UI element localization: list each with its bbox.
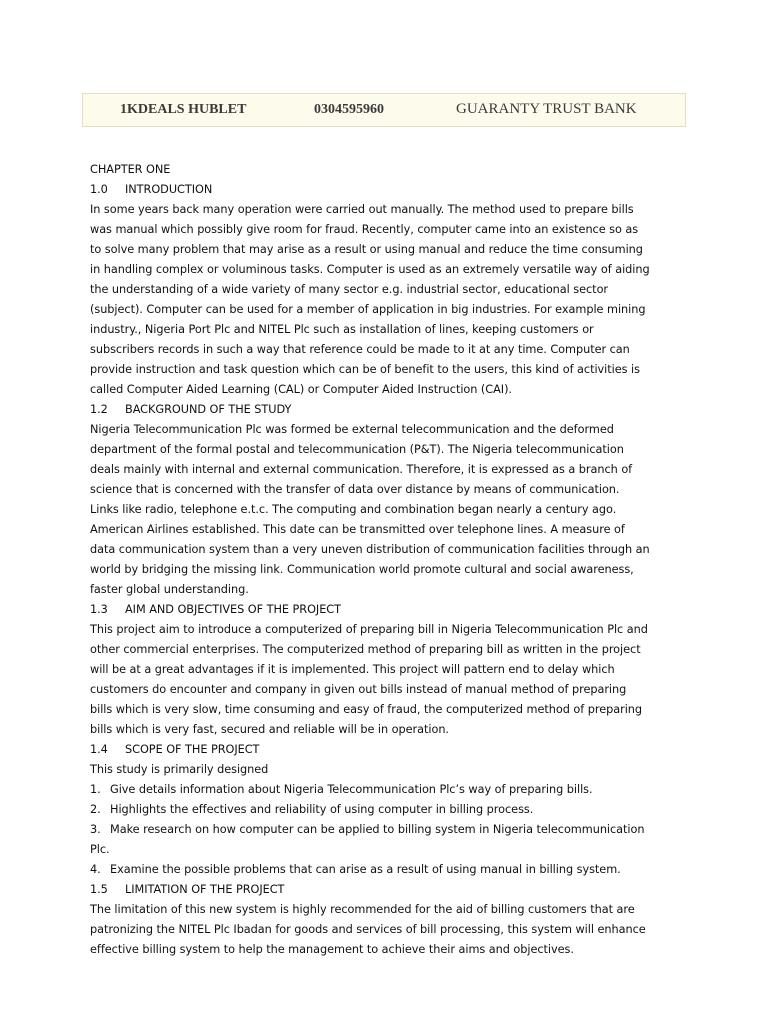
list-item-text: Give details information about Nigeria Telecommunication Plc’s way of preparing bills. xyxy=(110,783,593,796)
section-number: 1.4 xyxy=(90,743,108,756)
paragraph-background: Nigeria Telecommunication Plc was formed be external telecommunication and the deformed department of the formal postal and telecommunication (P&T). The Nigeria telecommunication deals mainly with internal and external communication. Therefore, it is expressed as a branch of science that is concerned with the transfer of data over distance by means of communication. Links like radio, telephone e.t.c. The computing and combination began nearly a century ago. American Airlines established. This date can be transmitted over telephone lines. A measure of data communication system than a very uneven distribution of communication facilities through an world by bridging the missing link. Communication world promote cultural and social awareness, faster global understanding. xyxy=(90,423,650,596)
section-heading-introduction xyxy=(90,180,650,200)
section-title: AIM AND OBJECTIVES OF THE PROJECT xyxy=(125,603,341,616)
paragraph-limitation: The limitation of this new system is highly recommended for the aid of billing customers that are patronizing the NITEL Plc Ibadan for goods and services of bill processing, this system will enhance effective billing system to help the management to achieve their aims and objectives. xyxy=(90,903,646,956)
list-item-number: 1. xyxy=(90,783,101,796)
list-item xyxy=(90,800,650,820)
bank-name: GUARANTY TRUST BANK xyxy=(456,101,637,117)
list-item-text: Highlights the effectives and reliability of using computer in billing process. xyxy=(110,803,534,816)
paragraph-scope-intro: This study is primarily designed xyxy=(90,763,269,776)
account-number: 0304595960 xyxy=(314,102,384,117)
list-item-number: 4. xyxy=(90,863,101,876)
section-number: 1.2 xyxy=(90,403,108,416)
list-item-text: Examine the possible problems that can arise as a result of using manual in billing system. xyxy=(110,863,621,876)
section-number: 1.3 xyxy=(90,603,108,616)
list-item-number: 2. xyxy=(90,803,101,816)
list-item-number: 3. xyxy=(90,823,101,836)
section-title: INTRODUCTION xyxy=(125,183,213,196)
section-title: LIMITATION OF THE PROJECT xyxy=(125,883,285,896)
chapter-title: CHAPTER ONE xyxy=(90,163,171,176)
document-body xyxy=(90,160,650,960)
section-heading-aim xyxy=(90,600,650,620)
company-name: 1KDEALS HUBLET xyxy=(120,102,247,117)
section-number: 1.0 xyxy=(90,183,108,196)
list-item xyxy=(90,780,650,800)
paragraph-introduction: In some years back many operation were carried out manually. The method used to prepare bills was manual which possibly give room for fraud. Recently, computer came into an existence so as to solve many problem that may arise as a result or using manual and reduce the time consuming in handling complex or voluminous tasks. Computer is used as an extremely versatile way of aiding the understanding of a wide variety of many sector e.g. industrial sector, educational sector (subject). Computer can be used for a member of application in big industries. For example mining industry., Nigeria Port Plc and NITEL Plc such as installation of lines, keeping customers or subscribers records in such a way that reference could be made to it at any time. Computer can provide instruction and task question which can be of benefit to the users, this kind of activities is called Computer Aided Learning (CAL) or Computer Aided Instruction (CAI). xyxy=(90,203,650,396)
header-banner xyxy=(82,93,686,127)
list-item xyxy=(90,820,650,860)
scope-list xyxy=(90,780,650,880)
list-item-text: Make research on how computer can be applied to billing system in Nigeria telecommunication Plc. xyxy=(90,823,645,856)
section-title: SCOPE OF THE PROJECT xyxy=(125,743,260,756)
section-title: BACKGROUND OF THE STUDY xyxy=(125,403,292,416)
section-number: 1.5 xyxy=(90,883,108,896)
paragraph-aim: This project aim to introduce a computerized of preparing bill in Nigeria Telecommunication Plc and other commercial enterprises. The computerized method of preparing bill as written in the project will be at a great advantages if it is implemented. This project will pattern end to delay which customers do encounter and company in given out bills instead of manual method of preparing bills which is very slow, time consuming and easy of fraud, the computerized method of preparing bills which is very fast, secured and reliable will be in operation. xyxy=(90,623,648,736)
section-heading-background xyxy=(90,400,650,420)
section-heading-scope xyxy=(90,740,650,760)
list-item xyxy=(90,860,650,880)
section-heading-limitation xyxy=(90,880,650,900)
